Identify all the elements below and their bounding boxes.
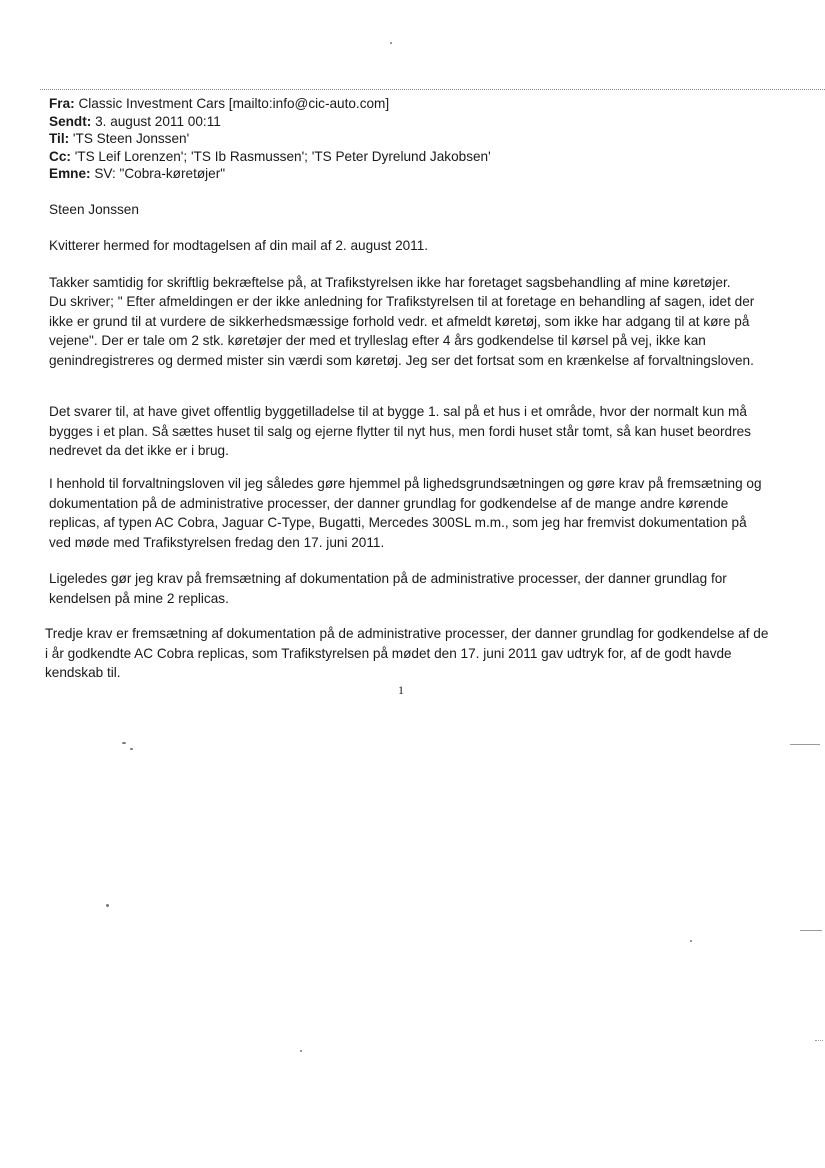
to-value: 'TS Steen Jonssen'	[72, 131, 190, 147]
subject-line	[49, 165, 491, 183]
from-value: Classic Investment Cars [mailto:info@cic-auto.com]	[78, 96, 390, 111]
subject-value: SV: "Cobra-køretøjer"	[94, 166, 226, 182]
salutation: Steen Jonssen	[49, 202, 139, 217]
paragraph-analogy: Det svarer til, at have givet offentlig byggetilladelse til at bygge 1. sal på et hus i et område, hvor der normalt kun må bygges i et plan. Så sættes huset til salg og ejerne flytter til nyt hus, men fordi huset står tomt, så kan huset beordres nedrevet da det ikke er i brug.	[49, 404, 751, 458]
scan-speck	[122, 742, 126, 744]
header-divider	[40, 89, 825, 90]
paragraph-thanks: Takker samtidig for skriftlig bekræftelse på, at Trafikstyrelsen ikke har foretaget sagsbehandling af mine køretøjer.	[49, 275, 731, 290]
from-line	[49, 95, 491, 113]
to-line	[49, 130, 491, 148]
scan-speck	[690, 940, 692, 942]
to-label: Til:	[49, 131, 70, 147]
scan-speck	[130, 748, 133, 750]
page-number: 1	[398, 683, 404, 697]
scan-speck	[390, 42, 392, 44]
paragraph-demand-3: Tredje krav er fremsætning af dokumentation på de administrative processer, der danner grundlag for godkendelse af de i år godkendte AC Cobra replicas, som Trafikstyrelsen på mødet den 17. juni 2011 gav udtryk for, af de godt havde kendskab til.	[45, 626, 769, 680]
paragraph-demand-2: Ligeledes gør jeg krav på fremsætning af dokumentation på de administrative processer, der danner grundlag for kendelsen på mine 2 replicas.	[49, 571, 727, 606]
subject-label: Emne:	[49, 166, 91, 182]
sent-line	[49, 113, 491, 131]
paragraph-quote: Du skriver; " Efter afmeldingen er der ikke anledning for Trafikstyrelsen til at foretage en behandling af sagen, idet der ikke er grund til at vurdere de sikkerhedsmæssige forhold vedr. et afmeldt køretøj, som ikke har adgang til at køre på vejene". Der er tale om 2 stk. køretøjer der med et trylleslag efter 4 års godkendelse til kørsel på vej, ikke kan genindregistreres og dermed mister sin værdi som køretøj. Jeg ser det fortsat som en krænkelse af forvaltningsloven.	[49, 294, 755, 368]
cc-line	[49, 148, 491, 166]
sent-value: 3. august 2011 00:11	[95, 113, 221, 129]
scan-edge-mark	[790, 744, 820, 745]
scan-edge-mark	[815, 1040, 823, 1041]
sent-label: Sendt:	[49, 113, 92, 129]
scan-speck	[300, 1050, 302, 1052]
scan-edge-mark	[800, 930, 822, 931]
paragraph-receipt: Kvitterer hermed for modtagelsen af din mail af 2. august 2011.	[49, 238, 429, 253]
cc-label: Cc:	[49, 148, 71, 164]
from-label: Fra:	[49, 96, 75, 111]
paragraph-demand-1: I henhold til forvaltningsloven vil jeg således gøre hjemmel på lighedsgrundsætningen og gøre krav på fremsætning og dokumentation på de administrative processer, der danner grundlag for godkendelse af de mange andre kørende replicas, af typen AC Cobra, Jaguar C-Type, Bugatti, Mercedes 300SL m.m., som jeg har fremvist dokumentation på ved møde med Trafikstyrelsen fredag den 17. juni 2011.	[49, 476, 762, 550]
cc-value: 'TS Leif Lorenzen'; 'TS Ib Rasmussen'; 'TS Peter Dyrelund Jakobsen'	[74, 148, 491, 164]
scan-speck	[106, 904, 109, 907]
email-header	[49, 95, 491, 183]
